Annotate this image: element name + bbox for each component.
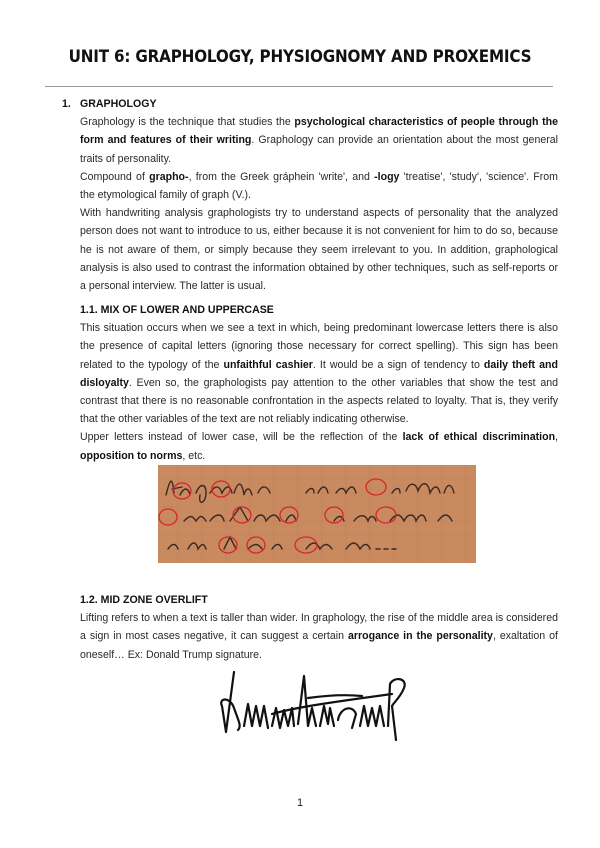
text-run: . Graphology can provide an orientation about the most general traits of personality. bbox=[80, 134, 559, 165]
section-mid-zone bbox=[80, 591, 558, 664]
text-run: This situation occurs when we see a text in which, being predominant lowercase letters there is also the presence of capital letters (ignoring those necessary for correct spelling). This sign has been related to the typology of the bbox=[80, 322, 558, 371]
bold-text: unfaithful cashier bbox=[223, 358, 313, 371]
text-run: Upper letters instead of lower case, will be the reflection of the bbox=[80, 431, 403, 444]
paragraph: With handwriting analysis graphologists try to understand aspects of personality that the analyzed person does not want to introduce to us, either because it is not convenient for him to do so, because he is not aware of them, or simply because they seem irrelevant to you. In addition, graphological analysis is also used to contrast the information obtained by other techniques, such as self-reports or a personal interview. The latter is usual. bbox=[80, 207, 558, 293]
section-mix-case bbox=[80, 301, 558, 465]
paragraph bbox=[80, 168, 558, 204]
text-run: . Even so, the graphologists pay attention to the other variables that show the test and contrast that there is no reasonable confrontation in the aspects related to loyalty. That is, they verify that the other variables of the text are not reliably indicating otherwise. bbox=[80, 376, 558, 426]
text-run: . It would be a sign of tendency to bbox=[312, 358, 484, 371]
paragraph bbox=[80, 428, 558, 464]
section-heading: GRAPHOLOGY bbox=[80, 98, 157, 110]
signature-drawing bbox=[212, 668, 412, 754]
text-run: , etc. bbox=[182, 449, 206, 462]
bold-text: opposition to norms bbox=[80, 449, 183, 462]
text-run: , bbox=[555, 431, 558, 444]
title-divider bbox=[45, 86, 553, 87]
bold-text: -logy bbox=[374, 170, 400, 183]
bold-text: arrogance in the personality bbox=[347, 630, 493, 643]
bold-text: grapho- bbox=[149, 170, 189, 183]
section-heading: 1.2. MID ZONE OVERLIFT bbox=[80, 594, 208, 606]
section-heading: 1.1. MIX OF LOWER AND UPPERCASE bbox=[80, 304, 274, 316]
text-run: Compound of bbox=[80, 170, 150, 183]
paragraph bbox=[80, 319, 558, 428]
bold-text: psychological characteristics of people through the form and features of their writing bbox=[80, 116, 558, 147]
text-run: , from the Greek gráphein 'write', and bbox=[188, 170, 375, 183]
page-title: UNIT 6: GRAPHOLOGY, PHYSIOGNOMY AND PROXEMICS bbox=[68, 47, 532, 66]
text-run: Lifting refers to when a text is taller than wider. In graphology, the rise of the middle area is considered a sign in most cases negative, it can suggest a certain bbox=[80, 612, 558, 643]
text-run: , exaltation of oneself… Ex: Donald Trump signature. bbox=[80, 630, 558, 661]
paragraph bbox=[80, 113, 558, 168]
handwriting-drawing bbox=[158, 465, 476, 563]
bold-text: lack of ethical discrimination bbox=[402, 431, 556, 444]
section-number: 1. bbox=[62, 98, 71, 110]
bold-text: daily theft and disloyalty bbox=[80, 358, 559, 389]
paragraph bbox=[80, 609, 558, 664]
text-run: 'treatise', 'study', 'science'. From the etymological family of graph (V.). bbox=[80, 170, 559, 202]
page-number: 1 bbox=[296, 797, 304, 809]
text-run: Graphology is the technique that studies the bbox=[80, 116, 295, 129]
signature-image bbox=[212, 668, 412, 754]
section-graphology bbox=[80, 95, 558, 295]
handwriting-sample-image bbox=[158, 465, 476, 563]
